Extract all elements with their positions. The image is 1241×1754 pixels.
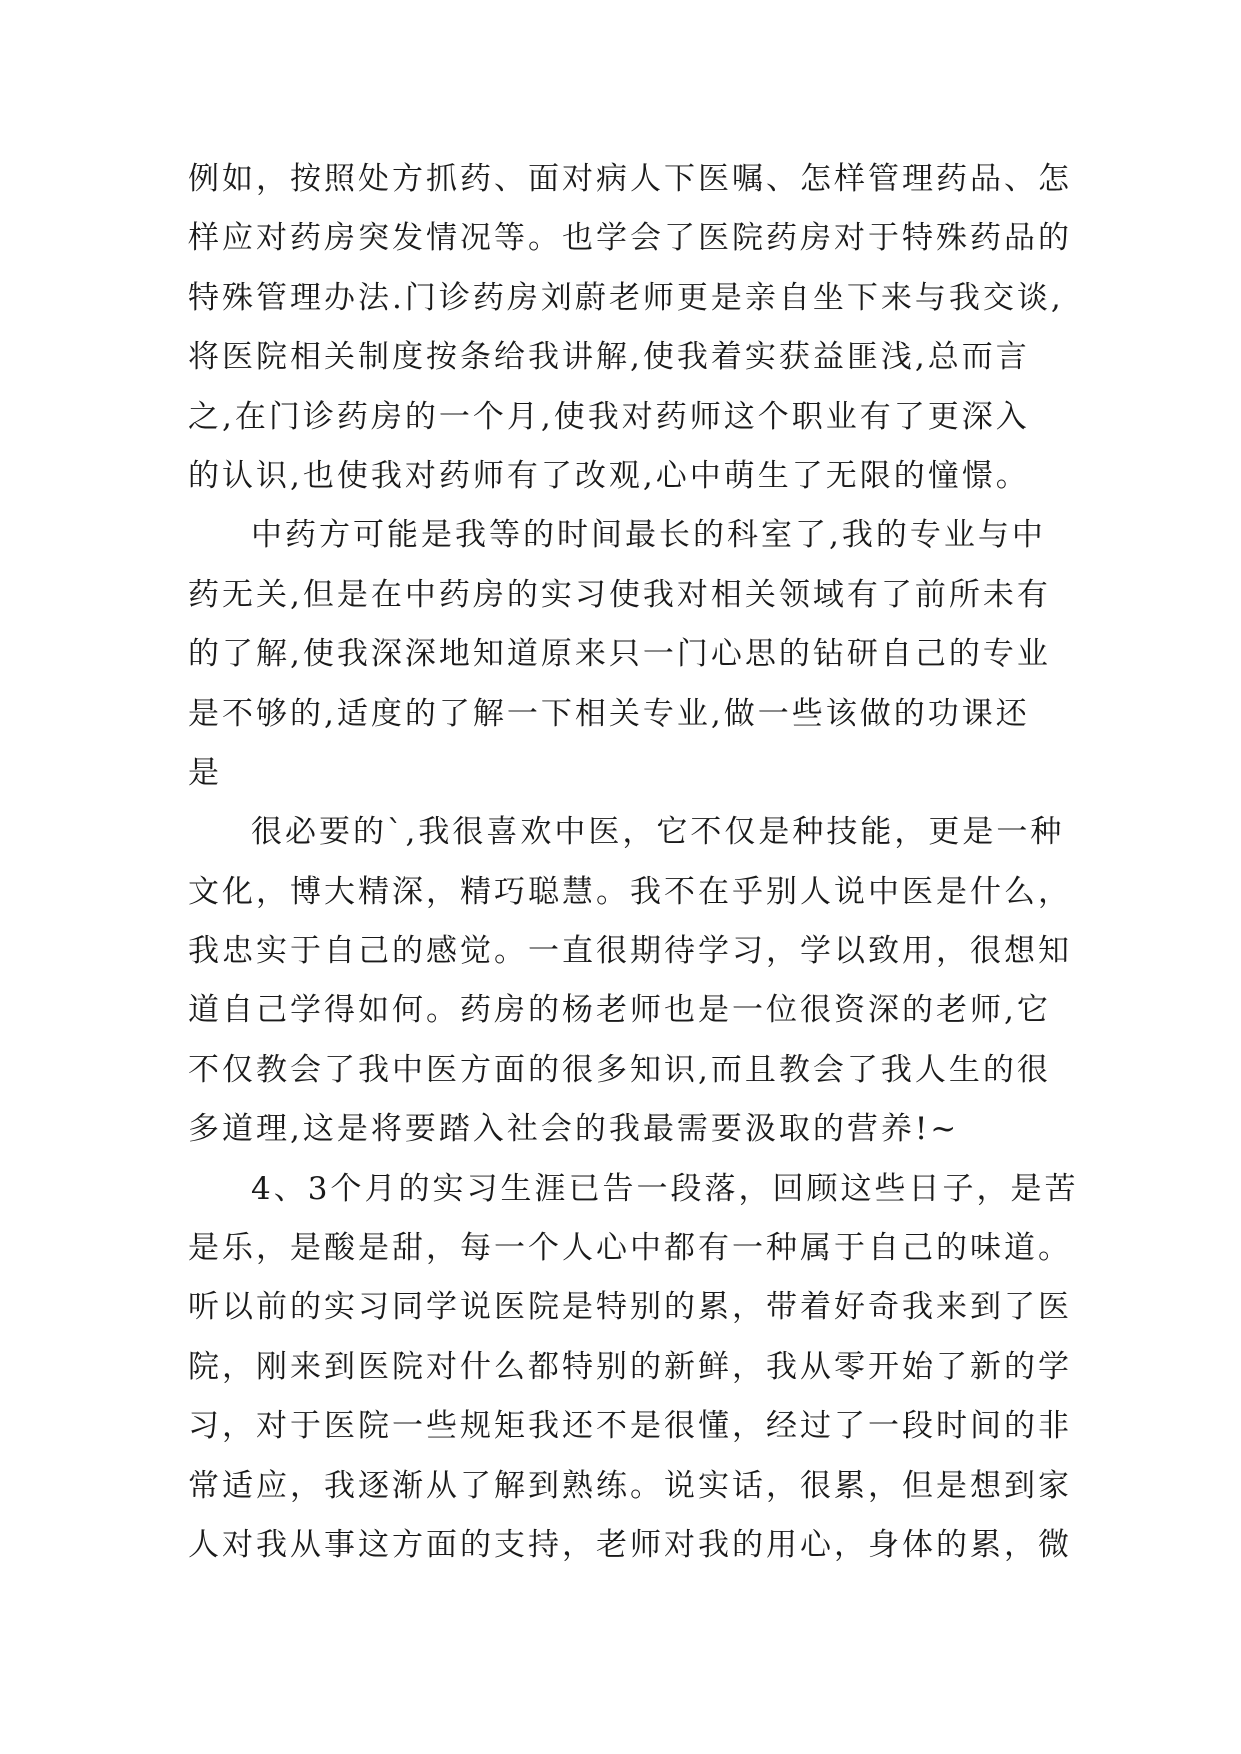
text-line: 道自己学得如何。药房的杨老师也是一位很资深的老师,它 — [188, 992, 1051, 1029]
text-line: 将医院相关制度按条给我讲解,使我着实获益匪浅,总而言 — [188, 339, 1030, 376]
paragraph-first-line: 很必要的`,我很喜欢中医，它不仅是种技能，更是一种 — [251, 814, 1065, 851]
text-line: 文化，博大精深，精巧聪慧。我不在乎别人说中医是什么， — [188, 873, 1072, 910]
text-line: 听以前的实习同学说医院是特别的累，带着好奇我来到了医 — [188, 1289, 1072, 1326]
text-line: 院，刚来到医院对什么都特别的新鲜，我从零开始了新的学 — [188, 1348, 1072, 1385]
text-line: 样应对药房突发情况等。也学会了医院药房对于特殊药品的 — [188, 220, 1072, 257]
text-line: 习，对于医院一些规矩我还不是很懂，经过了一段时间的非 — [188, 1408, 1072, 1445]
text-line: 不仅教会了我中医方面的很多知识,而且教会了我人生的很 — [188, 1051, 1051, 1088]
text-line: 是 — [188, 754, 222, 791]
text-line: 是不够的,适度的了解一下相关专业,做一些该做的功课还 — [188, 695, 1030, 732]
text-line: 多道理,这是将要踏入社会的我最需要汲取的营养!~ — [188, 1111, 960, 1148]
text-line: 的了解,使我深深地知道原来只一门心思的钻研自己的专业 — [188, 636, 1051, 673]
text-line: 我忠实于自己的感觉。一直很期待学习，学以致用，很想知 — [188, 933, 1072, 970]
text-line: 人对我从事这方面的支持，老师对我的用心，身体的累，微 — [188, 1526, 1072, 1563]
text-line: 常适应，我逐渐从了解到熟练。说实话，很累，但是想到家 — [188, 1467, 1072, 1504]
text-line: 特殊管理办法.门诊药房刘蔚老师更是亲自坐下来与我交谈, — [188, 279, 1064, 316]
paragraph-first-line: 4、3个月的实习生涯已告一段落，回顾这些日子，是苦 — [251, 1170, 1079, 1207]
text-line: 是乐，是酸是甜，每一个人心中都有一种属于自己的味道。 — [188, 1230, 1072, 1267]
text-line: 的认识,也使我对药师有了改观,心中萌生了无限的憧憬。 — [188, 457, 1030, 494]
text-line: 例如，按照处方抓药、面对病人下医嘱、怎样管理药品、怎 — [188, 161, 1072, 197]
paragraph-first-line: 中药方可能是我等的时间最长的科室了,我的专业与中 — [251, 517, 1046, 554]
text-line: 药无关,但是在中药房的实习使我对相关领域有了前所未有 — [188, 576, 1051, 613]
document-body — [188, 150, 1079, 1575]
text-line: 之,在门诊药房的一个月,使我对药师这个职业有了更深入 — [188, 398, 1030, 435]
